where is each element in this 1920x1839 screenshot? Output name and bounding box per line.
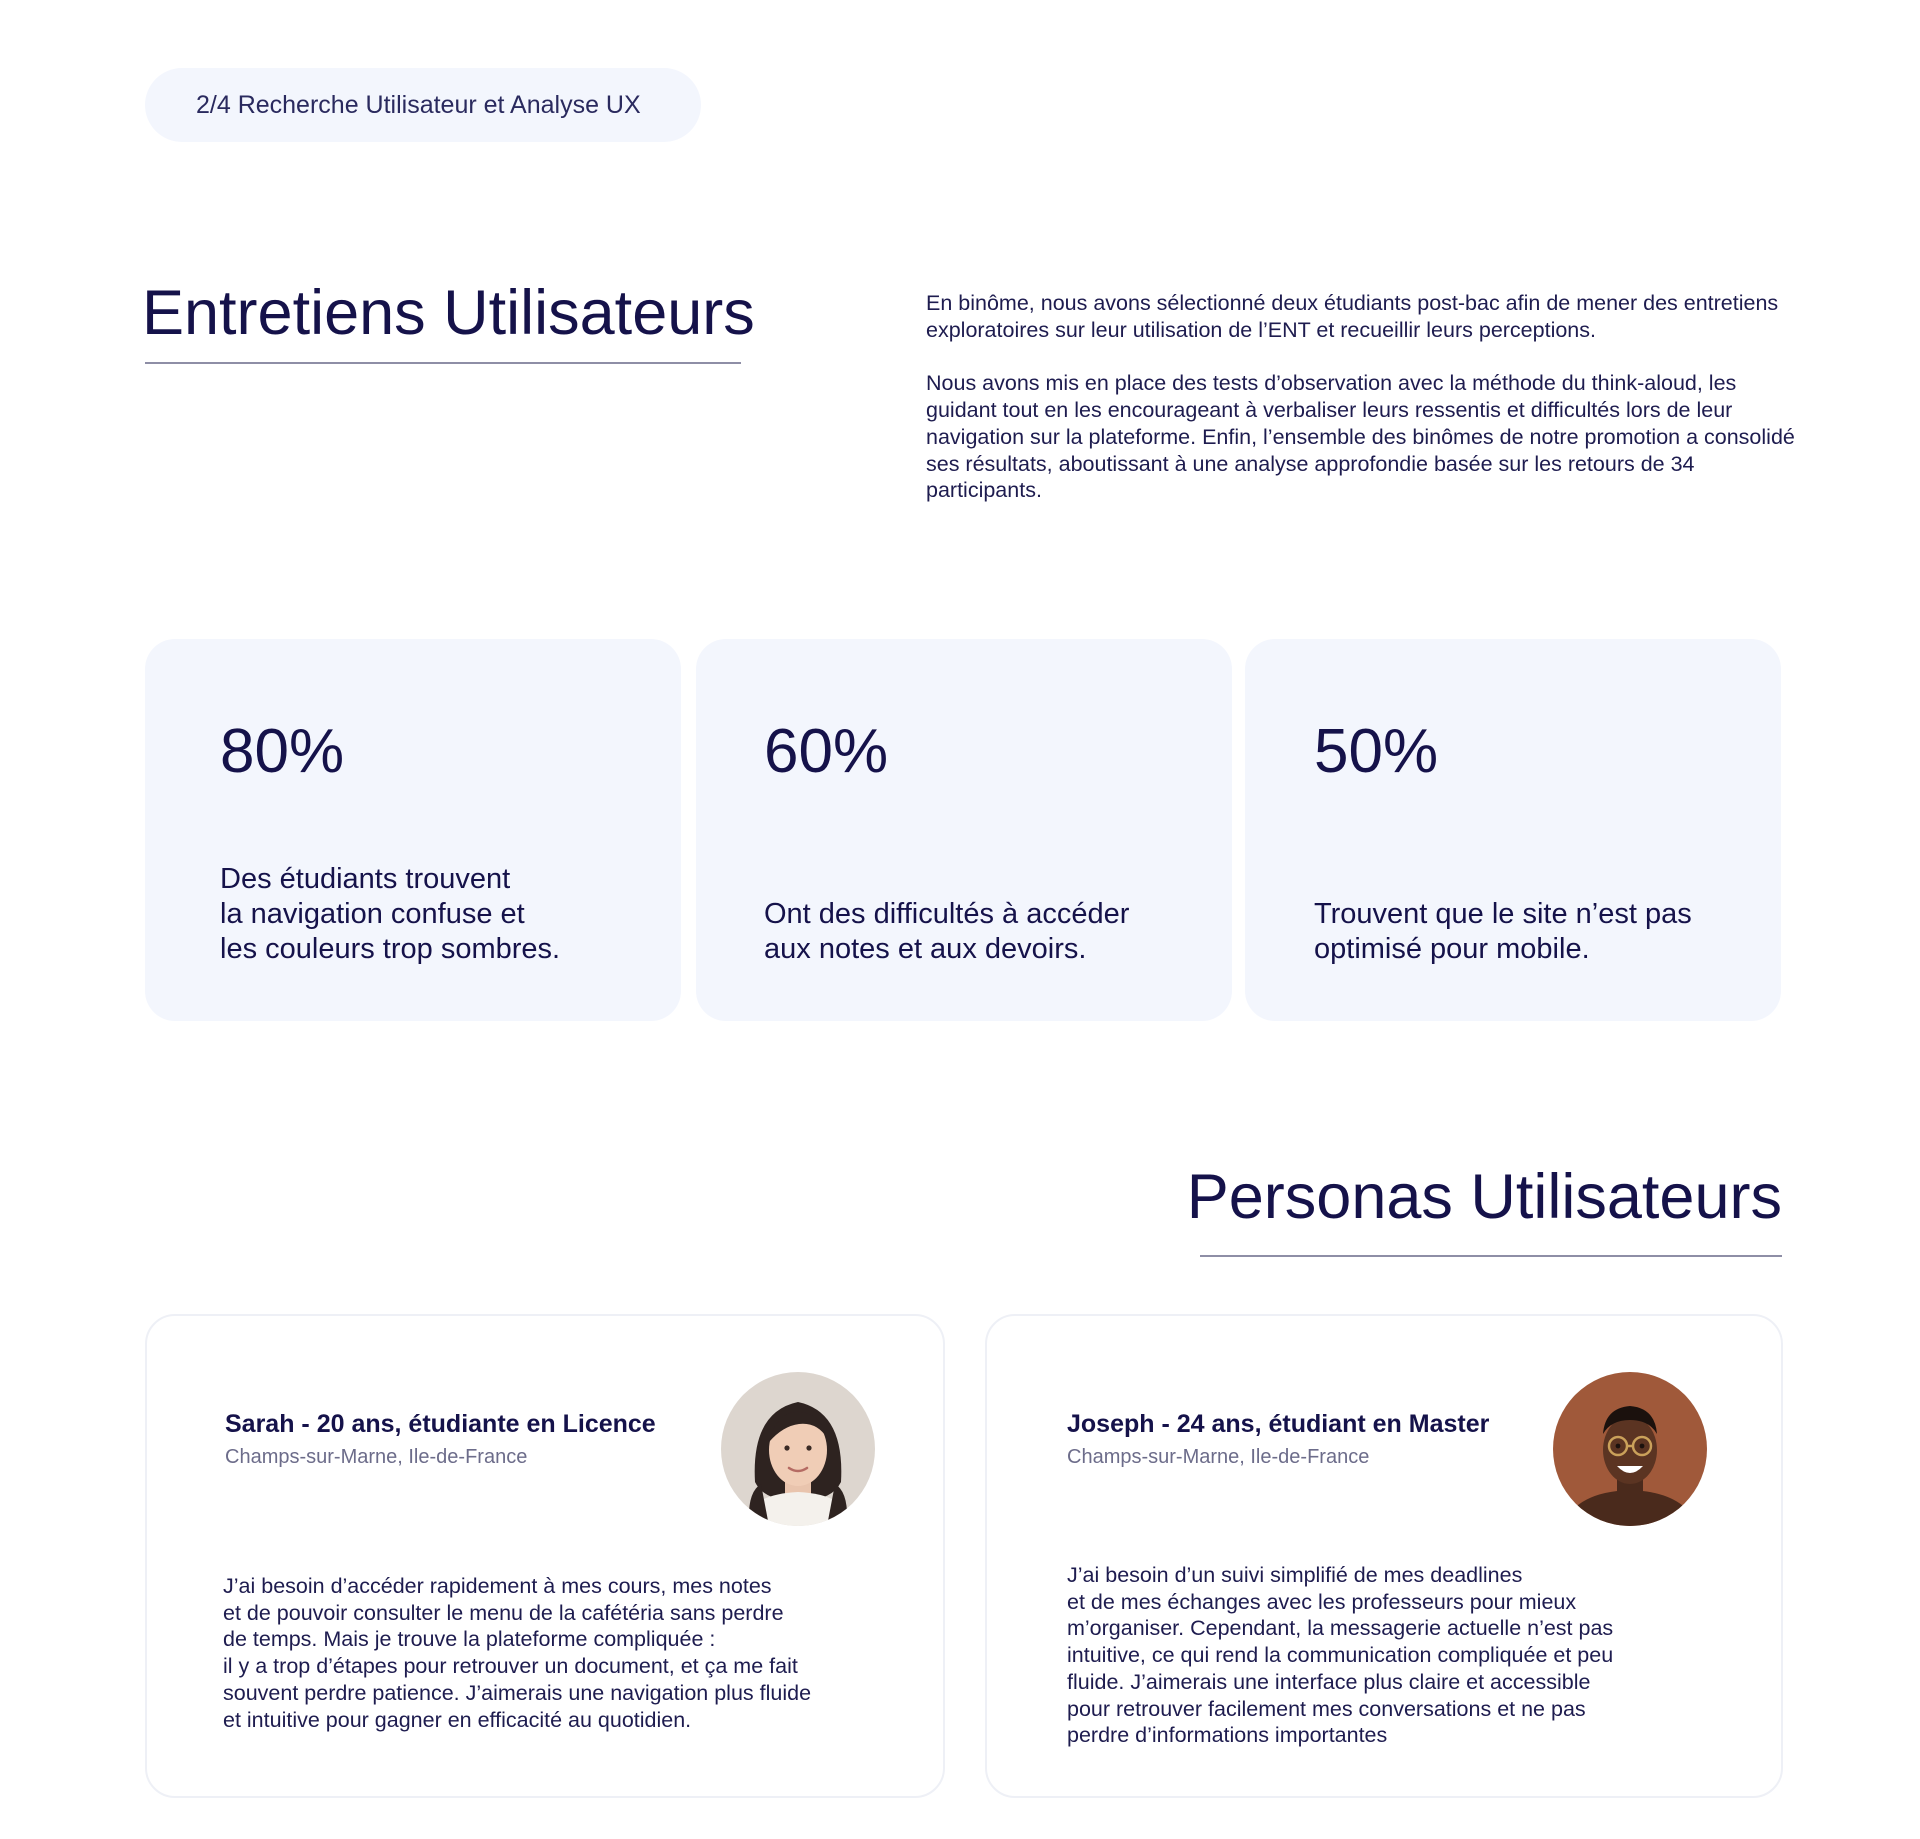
persona-location: Champs-sur-Marne, Ile-de-France — [225, 1446, 528, 1468]
stat-description: Trouvent que le site n’est pas optimisé pour mobile. — [1314, 898, 1692, 965]
avatar-man-icon — [1553, 1372, 1707, 1526]
stat-value: 80% — [220, 717, 345, 786]
interviews-title: Entretiens Utilisateurs — [142, 278, 755, 348]
stat-value: 60% — [764, 717, 889, 786]
interviews-paragraph-1: En binôme, nous avons sélectionné deux étudiants post-bac afin de mener des entretiens exploratoires sur leur utilisation de l’ENT et recueillir leurs perceptions. — [926, 291, 1779, 342]
section-tag-label: 2/4 Recherche Utilisateur et Analyse UX — [196, 90, 641, 119]
section-tag — [145, 68, 701, 142]
persona-card-sarah — [145, 1314, 945, 1798]
stat-card — [145, 639, 681, 1021]
stat-card — [696, 639, 1232, 1021]
persona-name: Sarah - 20 ans, étudiante en Licence — [225, 1410, 656, 1438]
persona-quote: J’ai besoin d’un suivi simplifié de mes deadlines et de mes échanges avec les professeurs pour mieux m’organiser. Cependant, la messagerie actuelle n’est pas intuitive, ce qui rend la communication compliquée et peu fluide. J’aimerais une interface plus claire et accessible pour retrouver facilement mes conversations et ne pas perdre d’informations importantes — [1067, 1563, 1614, 1748]
stat-description: Ont des difficultés à accéder aux notes et aux devoirs. — [764, 898, 1130, 965]
interviews-paragraph-2: Nous avons mis en place des tests d’observation avec la méthode du think-aloud, les guidant tout en les encourageant à verbaliser leurs ressentis et difficultés lors de leur navigation sur la plateforme. Enfin, l’ensemble des binômes de notre promotion a consolidé ses résultats, aboutissant à une analyse approfondie basée sur les retours de 34 participants. — [926, 371, 1795, 503]
stat-card — [1245, 639, 1781, 1021]
interviews-intro — [926, 290, 1796, 504]
interviews-title-underline — [145, 362, 741, 364]
persona-name: Joseph - 24 ans, étudiant en Master — [1067, 1410, 1490, 1438]
persona-quote: J’ai besoin d’accéder rapidement à mes cours, mes notes et de pouvoir consulter le menu de la cafétéria sans perdre de temps. Mais je trouve la plateforme compliquée : il y a trop d’étapes pour retrouver un document, et ça me fait souvent perdre patience. J’aimerais une navigation plus fluide et intuitive pour gagner en efficacité au quotidien. — [223, 1574, 812, 1732]
persona-card-joseph — [985, 1314, 1783, 1798]
avatar-woman-icon — [721, 1372, 875, 1526]
personas-title: Personas Utilisateurs — [1186, 1162, 1782, 1232]
persona-location: Champs-sur-Marne, Ile-de-France — [1067, 1446, 1370, 1468]
stat-value: 50% — [1314, 717, 1439, 786]
stat-description: Des étudiants trouvent la navigation confuse et les couleurs trop sombres. — [220, 863, 561, 965]
personas-title-underline — [1200, 1255, 1782, 1257]
